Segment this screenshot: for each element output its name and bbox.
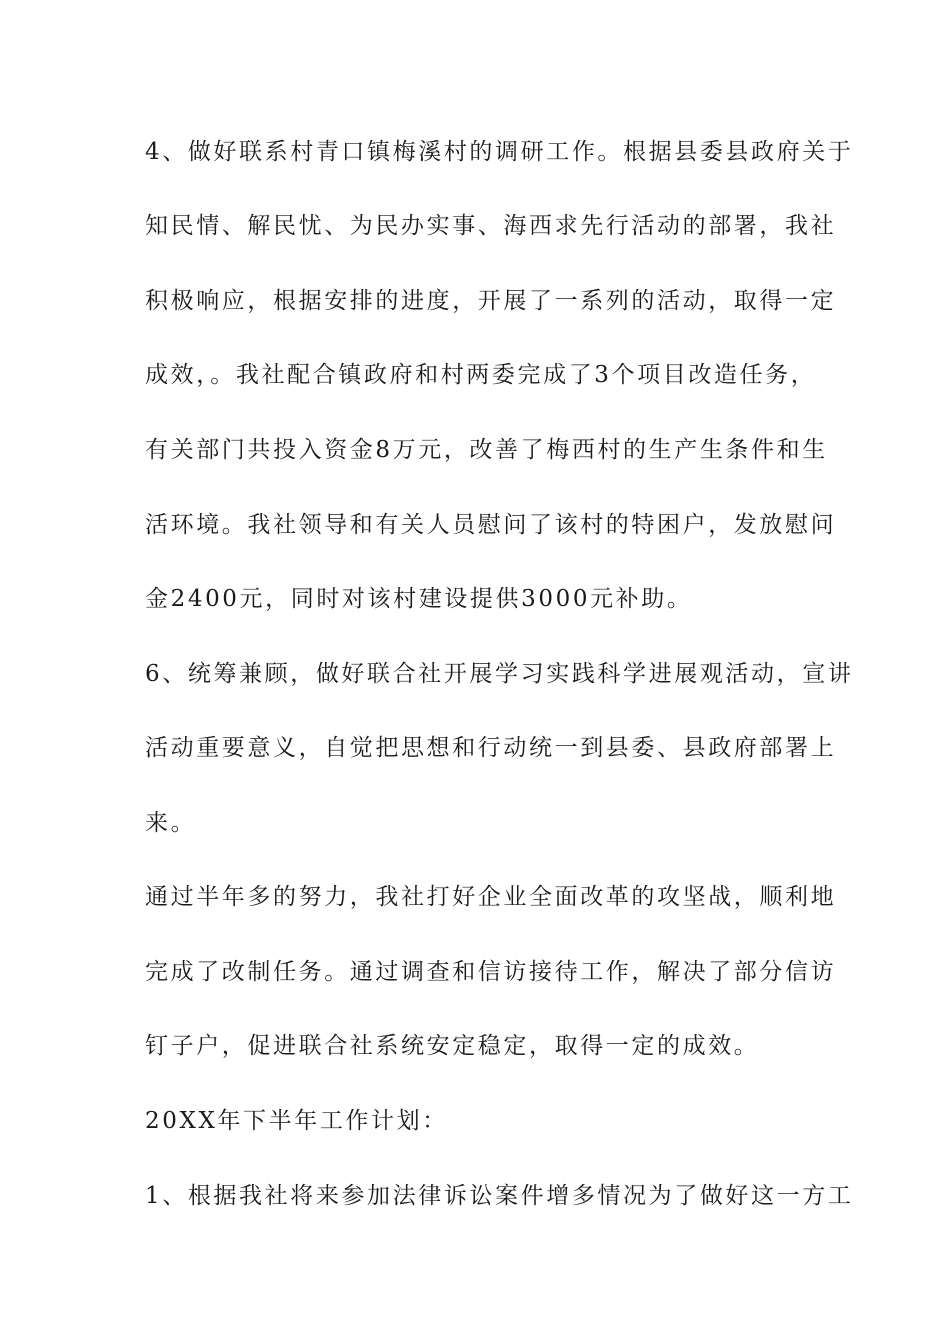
text-line: 活环境。我社领导和有关人员慰问了该村的特困户，发放慰问 xyxy=(145,512,837,538)
text-line: 20XX年下半年工作计划： xyxy=(145,1108,448,1134)
text-line: 1、根据我社将来参加法律诉讼案件增多情况为了做好这一方工 xyxy=(145,1183,854,1209)
text-line: 钉子户，促进联合社系统安定稳定，取得一定的成效。 xyxy=(145,1033,760,1059)
text-line: 完成了改制任务。通过调查和信访接待工作，解决了部分信访 xyxy=(145,959,837,985)
text-line: 积极响应，根据安排的进度，开展了一系列的活动，取得一定 xyxy=(145,288,837,314)
text-line: 来。 xyxy=(145,810,197,836)
text-line: 成效，。我社配合镇政府和村两委完成了3个项目改造任务， xyxy=(145,362,817,388)
text-line: 金2400元，同时对该村建设提供3000元补助。 xyxy=(145,586,693,612)
text-line: 通过半年多的努力，我社打好企业全面改革的攻坚战，顺利地 xyxy=(145,884,837,910)
text-line: 活动重要意义，自觉把思想和行动统一到县委、县政府部署上 xyxy=(145,735,837,761)
text-line: 有关部门共投入资金8万元，改善了梅西村的生产生条件和生 xyxy=(145,437,828,463)
text-line: 知民情、解民忧、为民办实事、海西求先行活动的部署，我社 xyxy=(145,213,837,239)
text-line: 6、统筹兼顾，做好联合社开展学习实践科学进展观活动，宣讲 xyxy=(145,661,854,687)
text-line: 4、做好联系村青口镇梅溪村的调研工作。根据县委县政府关于 xyxy=(145,139,854,165)
